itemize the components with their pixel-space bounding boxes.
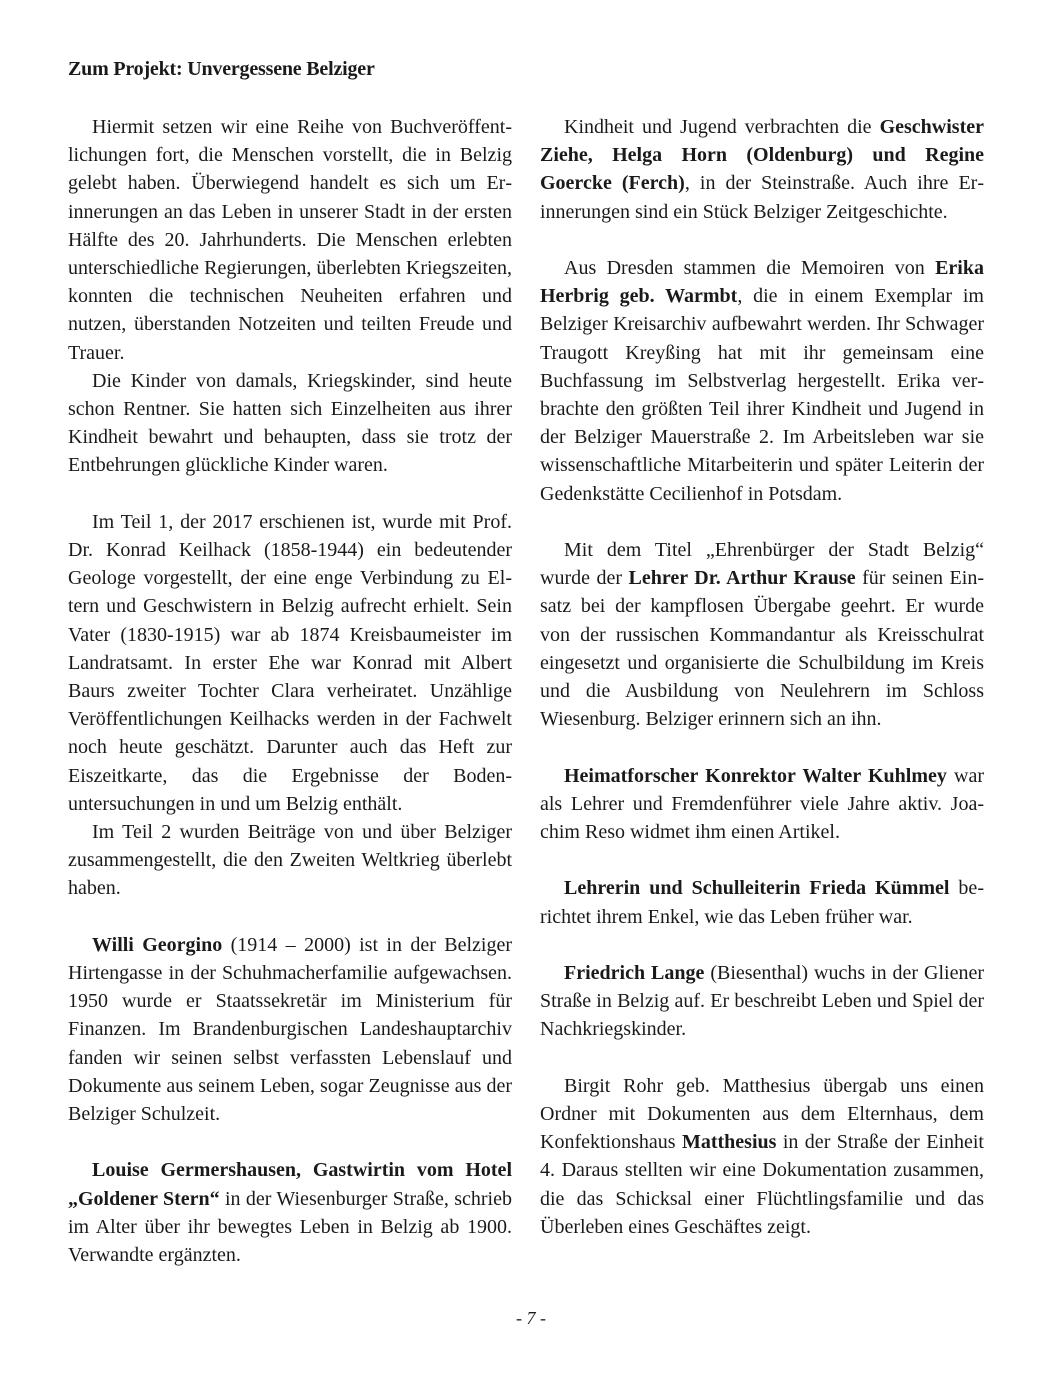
- page-number: - 7 -: [516, 1308, 546, 1328]
- paragraph-georgino: Willi Georgino (1914 – 2000) ist in der Belziger Hirtengasse in der Schuhmacherfamilie aufgewachsen. 1950 wurde er Staatssekretär im Ministerium für Finanzen. Im Brandenburgischen Landeshauptarchiv fanden wir seinen selbst verfassten Lebenslauf und Dokumente aus seinem Leben, sogar Zeugnisse aus der Belziger Schulzeit.: [68, 933, 512, 1126]
- paragraph-herbrig: Aus Dresden stammen die Memoiren von Erika Herbrig geb. Warmbt, die in einem Exemplar im Belziger Kreisarchiv aufbewahrt werden. Ihr Schwager Traugott Kreyßing hat mit ihr gemeinsam eine Buchfassung im Selbstverlag hergestellt. Erika verbrachte den größten Teil ihrer Kindheit und Jugend in der Belziger Mauerstraße 2. Im Arbeitsleben war sie wissenschaftliche Mitarbeiterin und später Leiterin der Gedenkstätte Cecilienhof in Potsdam.: [540, 257, 984, 505]
- name-herbrig: Erika Herbrig geb. Warmbt: [540, 257, 984, 308]
- name-lange: Friedrich Lange: [564, 962, 705, 985]
- paragraph-germershausen: Louise Germershausen, Gastwirtin vom Hotel „Goldener Stern“ in der Wiesenburger Straße, schrieb im Alter über ihr bewegtes Leben in Belzig ab 1900. Verwandte ergänzten.: [68, 1159, 512, 1267]
- paragraph-lange: Friedrich Lange (Biesenthal) wuchs in der Gliener Straße in Belzig auf. Er beschreibt Leben und Spiel der Nachkriegskinder.: [540, 962, 984, 1041]
- paragraph-matthesius: Birgit Rohr geb. Matthesius übergab uns einen Ordner mit Dokumenten aus dem Elternhaus, dem Konfektionshaus Matthesius in der Straße der Einheit 4. Daraus stellten wir eine Dokumentation zusammen, die das Schicksal einer Flüchtlingsfamilie und das Überleben eines Geschäftes zeigt.: [540, 1074, 984, 1238]
- name-kuemmel: Lehrerin und Schulleiterin Frieda Kümmel: [564, 877, 950, 900]
- left-column: [68, 113, 512, 1269]
- page-heading: Zum Projekt: Unvergessene Belziger: [68, 58, 375, 80]
- name-kuhlmey: Heimatforscher Konrektor Walter Kuhlmey: [564, 764, 947, 787]
- paragraph-kuemmel: Lehrerin und Schulleiterin Frieda Kümmel berichtet ihrem Enkel, wie das Leben früher war.: [540, 877, 984, 928]
- name-krause: Lehrer Dr. Arthur Krause: [628, 567, 856, 590]
- name-germershausen: Louise Germershausen, Gastwirtin vom Hotel „Goldener Stern“: [68, 1159, 512, 1210]
- right-column: [540, 113, 984, 1241]
- name-matthesius: Matthesius: [681, 1131, 777, 1154]
- paragraph-kuhlmey: Heimatforscher Konrektor Walter Kuhlmey war als Lehrer und Fremdenführer viele Jahre aktiv. Joachim Reso widmet ihm einen Artikel.: [540, 764, 984, 844]
- paragraph-teil-1: Im Teil 1, der 2017 erschienen ist, wurde mit Prof. Dr. Konrad Keilhack (1858-1944) ein bedeutender Geologe vorgestellt, der eine enge Verbindung zu Eltern und Geschwistern in Belzig aufrecht erhielt. Sein Vater (1830-1915) war ab 1874 Kreisbaumeister im Landratsamt. In erster Ehe war Konrad mit Albert Baurs zweiter Tochter Clara verheiratet. Unzählige Veröffentlichungen Keilhacks werden in der Fachwelt noch heute geschätzt. Darunter auch das Heft zur Eiszeitkarte, das die Ergebnisse der Bodenuntersuchungen in und um Belzig enthält.: [68, 510, 512, 815]
- paragraph-ziehe: Kindheit und Jugend verbrachten die Geschwister Ziehe, Helga Horn (Oldenburg) und Regine Goercke (Ferch), in der Steinstraße. Auch ihre Erinnerungen sind ein Stück Belziger Zeitgeschichte.: [540, 116, 984, 223]
- paragraph-kriegskinder: Die Kinder von damals, Kriegskinder, sind heute schon Rentner. Sie hatten sich Einzelheiten aus ihrer Kindheit bewahrt und behaupten, dass sie trotz der Entbehrungen glückliche Kinder waren.: [68, 369, 512, 477]
- paragraph-teil-2: Im Teil 2 wurden Beiträge von und über Belziger zusammengestellt, die den Zweiten Weltkrieg überlebt haben.: [68, 821, 512, 900]
- name-georgino: Willi Georgino: [92, 933, 223, 956]
- paragraph-krause: Mit dem Titel „Ehrenbürger der Stadt Belzig“ wurde der Lehrer Dr. Arthur Krause für seinen Einsatz bei der kampflosen Übergabe geehrt. Er wurde von der russischen Kommandantur als Kreisschulrat eingesetzt und organisierte die Schulbildung im Kreis und die Ausbildung von Neulehrern im Schloss Wiesenburg. Belziger erinnern sich an ihn.: [540, 539, 984, 731]
- paragraph-intro: Hiermit setzen wir eine Reihe von Buchveröffentlichungen fort, die Menschen vorstellt, die in Belzig gelebt haben. Überwiegend handelt es sich um Erinnerungen an das Leben in unserer Stadt in der ersten Hälfte des 20. Jahrhunderts. Die Menschen erlebten unterschiedliche Regierungen, überlebten Kriegszeiten, konnten die technischen Neuheiten erfahren und nutzen, überstanden Notzeiten und teilten Freude und Trauer.: [68, 116, 512, 364]
- name-ziehe: Geschwister Ziehe, Helga Horn (Oldenburg) und Regine Goercke (Ferch): [540, 116, 984, 195]
